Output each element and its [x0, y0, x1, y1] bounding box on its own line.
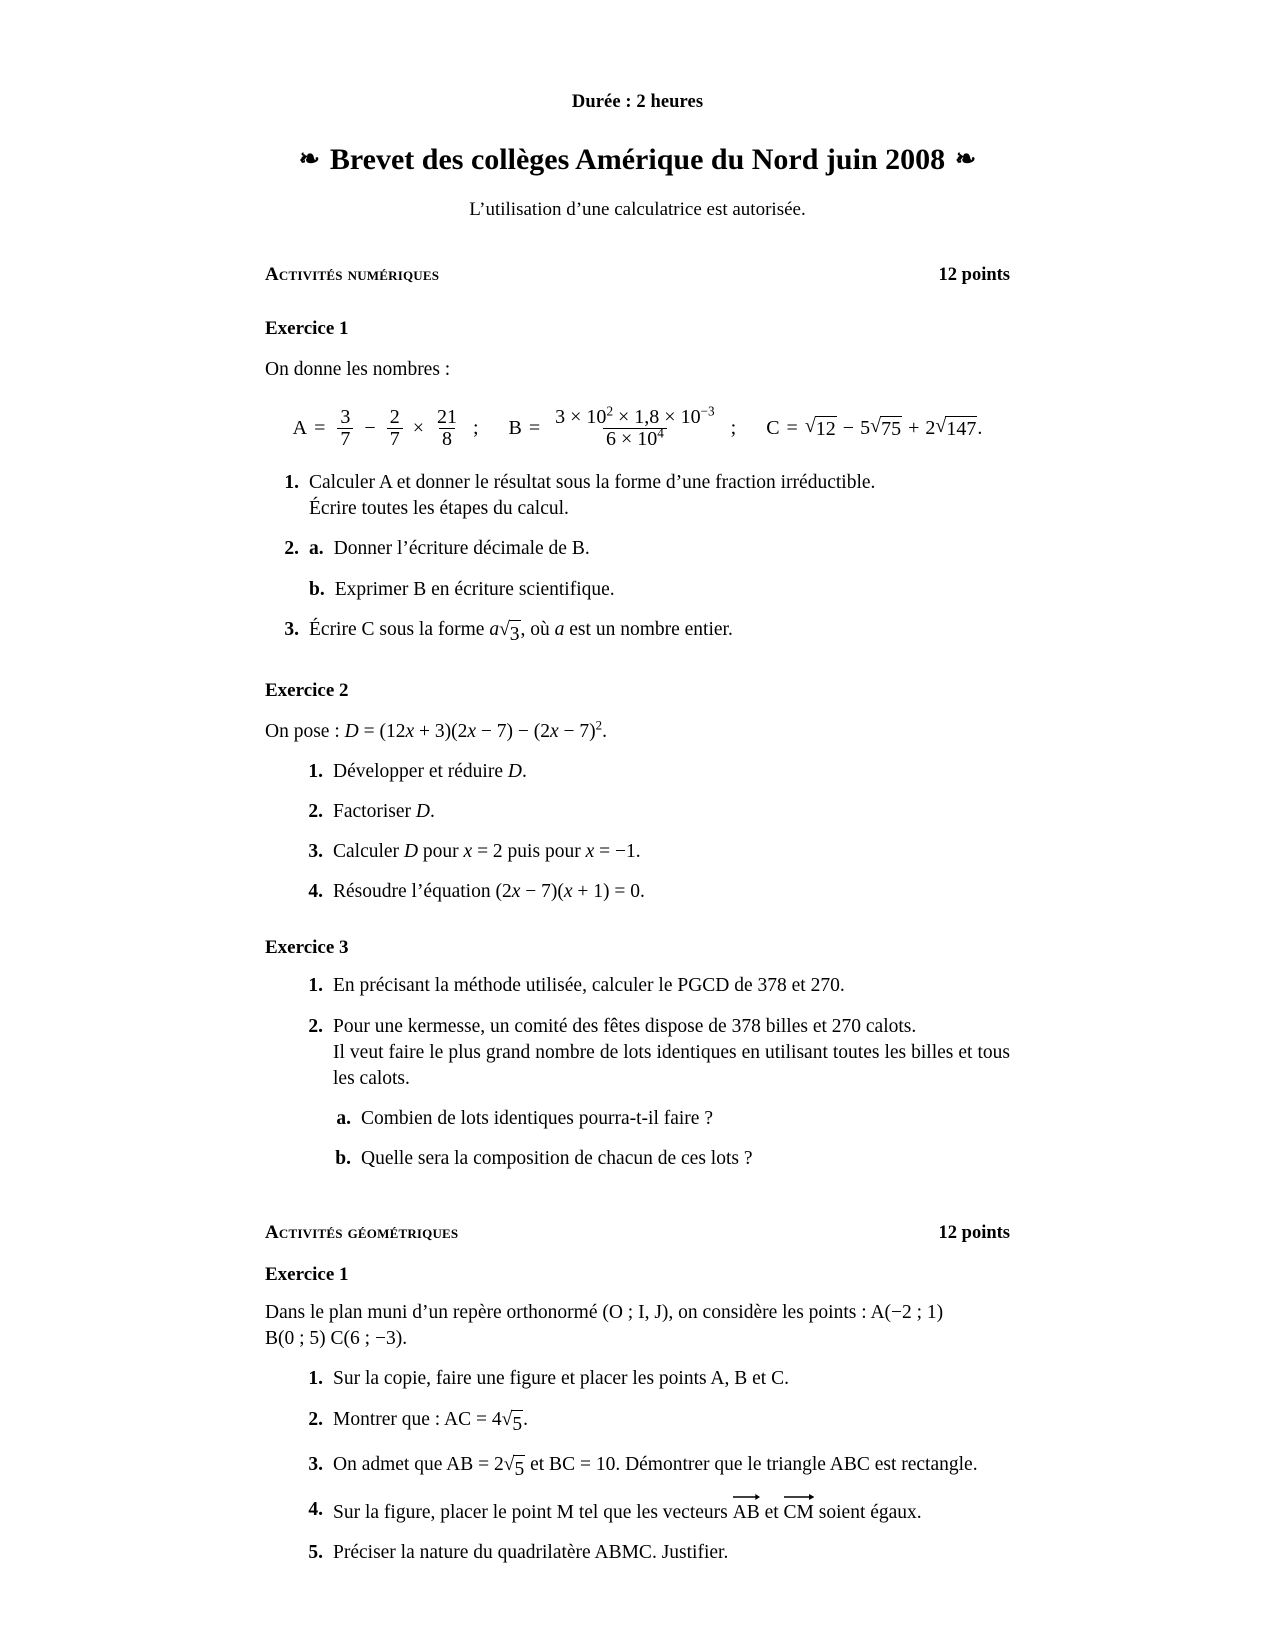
- item-body: Sur la copie, faire une figure et placer les points A, B et C.: [333, 1368, 789, 1390]
- item-text-pre: Sur la figure, placer le point M tel que les vecteurs: [333, 1501, 733, 1523]
- vector-CM: CM: [784, 1497, 814, 1526]
- question-list-g1: [289, 1366, 1010, 1566]
- item-body: [309, 577, 1010, 603]
- item-marker: 3.: [308, 1453, 323, 1475]
- semicolon-1: ;: [472, 416, 479, 439]
- list-item: [289, 973, 1010, 999]
- section-header-numeriques: [265, 264, 1010, 286]
- list-item: [289, 879, 1010, 905]
- list-item: [265, 536, 1010, 562]
- list-item: [289, 1407, 1010, 1438]
- item-text-post: , où a est un nombre entier.: [520, 618, 733, 640]
- fraction-2-7: $\frac{2}{7}$: [387, 407, 403, 450]
- vector-AB: AB: [733, 1497, 760, 1526]
- item-text-pre: Écrire C sous la forme: [309, 618, 490, 640]
- item-text-post: et BC = 10. Démontrer que le triangle ABC est rectangle.: [525, 1453, 978, 1475]
- list-item: [265, 617, 1010, 648]
- subtitle: L’utilisation d’une calculatrice est autorisée.: [469, 199, 806, 220]
- item-marker: 1.: [284, 472, 299, 494]
- minus-op: −: [364, 416, 376, 439]
- formula-A: A = $\frac{3}{7}$ − $\frac{2}{7}$ × $\frac{21}{8}$ ;: [292, 405, 479, 450]
- math-eq: (2x − 7)(x + 1) = 0.: [495, 881, 645, 903]
- item-marker: 2.: [308, 1015, 323, 1037]
- item-marker: 2.: [308, 1408, 323, 1430]
- item-body: [333, 1407, 1010, 1438]
- exercise-title-n2: Exercice 2: [265, 679, 349, 701]
- exercise-intro-n1: On donne les nombres :: [265, 359, 451, 380]
- item-text-2: Il veut faire le plus grand nombre de lots identiques en utilisant toutes les billes et tous les calots.: [333, 1041, 1010, 1089]
- item-marker: 3.: [284, 618, 299, 640]
- page-title: [265, 143, 1010, 177]
- ornament-right-icon: ❧: [955, 146, 977, 173]
- intro-pre: On pose :: [265, 720, 345, 742]
- item-text: Exprimer B en écriture scientifique.: [334, 578, 615, 600]
- math-D: D: [415, 801, 430, 822]
- sub-marker: a.: [309, 538, 324, 560]
- question-sublist-n3: [317, 1106, 1010, 1172]
- times-op: ×: [412, 416, 424, 439]
- item-body: [333, 1014, 1010, 1092]
- item-body: Développer et réduire D.: [333, 760, 527, 782]
- list-item: [265, 470, 1010, 522]
- item-text-pre: Calculer: [333, 841, 404, 863]
- item-body: [333, 1497, 1010, 1526]
- exercise-title-g1: Exercice 1: [265, 1264, 349, 1286]
- item-body: [309, 470, 1010, 522]
- vector-arrow-icon: [784, 1492, 814, 1501]
- item-body: Calculer D pour x = 2 puis pour x = −1.: [333, 841, 641, 863]
- item-text-pre: On admet que AB = 2: [333, 1453, 504, 1475]
- title-text: Brevet des collèges Amérique du Nord juin 2008: [329, 143, 946, 176]
- item-body: En précisant la méthode utilisée, calculer le PGCD de 378 et 270.: [333, 975, 845, 997]
- item-marker: 4.: [308, 881, 323, 903]
- exercise-title-n3: Exercice 3: [265, 937, 349, 959]
- section-points: 12 points: [938, 265, 1010, 285]
- item-marker: [265, 577, 299, 603]
- math-D: D: [403, 841, 419, 863]
- intro-line-1: Dans le plan muni d’un repère orthonormé (O ; I, J), on considère les points : A(−2 ; 1): [265, 1302, 944, 1324]
- sub-marker: b.: [309, 578, 325, 600]
- item-body: Factoriser D.: [333, 801, 435, 822]
- item-marker: 1.: [308, 975, 323, 997]
- fraction-3-7: $\frac{3}{7}$: [337, 407, 353, 450]
- item-body: Préciser la nature du quadrilatère ABMC. Justifier.: [333, 1541, 729, 1563]
- item-text-pre: Développer et réduire: [333, 760, 508, 782]
- vector-arrow-icon: [733, 1492, 760, 1501]
- list-item: [317, 1106, 1010, 1132]
- section-title: Activités géométriques: [265, 1222, 459, 1244]
- fraction-B-denominator: $6 \times 10^4$: [603, 428, 667, 450]
- sqrt-12: √ 12: [804, 414, 836, 440]
- formula-B: B = $\frac{3 \times 10^2 \times 1,8 \times 10^{-3}}{6 \times 10^4}$ ;: [508, 403, 737, 450]
- sub-marker: a.: [336, 1107, 351, 1129]
- item-text-mid: et: [759, 1501, 784, 1523]
- fraction-B-numerator: $3 \times 10^2 \times 1,8 \times 10^{-3}$: [555, 403, 715, 428]
- item-text-pre: Factoriser: [333, 801, 416, 822]
- section-points: 12 points: [938, 1223, 1010, 1244]
- list-item: [289, 759, 1010, 785]
- item-marker: 1.: [308, 1368, 323, 1390]
- item-text-2: Écrire toutes les étapes du calcul.: [309, 498, 569, 520]
- item-text-pre: Montrer que : AC = 4: [333, 1408, 502, 1430]
- ornament-left-icon: ❧: [298, 146, 320, 173]
- list-item: [265, 577, 1010, 603]
- item-body: [309, 536, 1010, 562]
- duration-line: Durée : 2 heures: [571, 92, 704, 112]
- sqrt-3: √ 3: [499, 620, 520, 648]
- list-item: [289, 799, 1010, 825]
- item-text: Pour une kermesse, un comité des fêtes dispose de 378 billes et 270 calots.: [333, 1015, 917, 1037]
- item-text: Donner l’écriture décimale de B.: [333, 538, 590, 560]
- intro-math: D: [344, 720, 359, 742]
- item-text-post: soient égaux.: [813, 1501, 922, 1523]
- list-item: [317, 1146, 1010, 1172]
- formula-display: [265, 400, 1010, 456]
- exercise-title-n1: Exercice 1: [265, 318, 349, 339]
- list-item: [289, 1497, 1010, 1526]
- item-marker: 3.: [308, 841, 323, 863]
- item-text-pre: Résoudre l’équation: [333, 881, 496, 903]
- intro-line-2: B(0 ; 5) C(6 ; −3).: [265, 1328, 408, 1350]
- sqrt-5: √ 5: [504, 1455, 525, 1483]
- formula-C: C = √ 12 − 5 √ 75 + 2 √ 147 .: [766, 414, 983, 440]
- exercise-intro-n2: On pose : $D = (12x + 3)(2x - 7) - (2x - 7)^2$.: [265, 718, 607, 742]
- item-body: [309, 617, 1010, 648]
- item-body: [333, 879, 1010, 905]
- sub-marker: b.: [335, 1148, 351, 1169]
- question-list-n1: [265, 470, 1010, 648]
- item-text: Calculer A et donner le résultat sous la forme d’une fraction irréductible.: [309, 472, 876, 494]
- exercise-intro-g1: [265, 1300, 1010, 1352]
- item-marker: 2.: [284, 538, 299, 560]
- item-body: [333, 1452, 1010, 1483]
- item-body: Combien de lots identiques pourra-t-il faire ?: [361, 1107, 713, 1129]
- fraction-21-8: $\frac{21}{8}$: [436, 405, 457, 450]
- list-item: [289, 1452, 1010, 1483]
- semicolon-2: ;: [730, 416, 737, 439]
- question-list-n2: [289, 759, 1010, 906]
- list-item: [289, 1366, 1010, 1392]
- sqrt-147: √ 147: [935, 414, 977, 440]
- math-a: a: [489, 618, 500, 640]
- item-marker: 1.: [308, 760, 323, 782]
- sqrt-5: √ 5: [502, 1410, 523, 1438]
- list-item: [289, 1014, 1010, 1092]
- sqrt-75: √ 75: [870, 414, 902, 440]
- math-D: D: [507, 760, 522, 782]
- fraction-B: [552, 403, 717, 450]
- item-marker: 5.: [308, 1541, 323, 1563]
- item-body: Quelle sera la composition de chacun de ces lots ?: [361, 1148, 753, 1169]
- item-text-post: .: [523, 1408, 528, 1430]
- section-title: Activités numériques: [265, 264, 440, 285]
- list-item: [289, 839, 1010, 865]
- question-list-n3: [289, 973, 1010, 1092]
- list-item: [289, 1540, 1010, 1566]
- section-header-geometriques: [265, 1222, 1010, 1244]
- item-marker: 2.: [308, 801, 323, 822]
- item-marker: 4.: [308, 1498, 323, 1520]
